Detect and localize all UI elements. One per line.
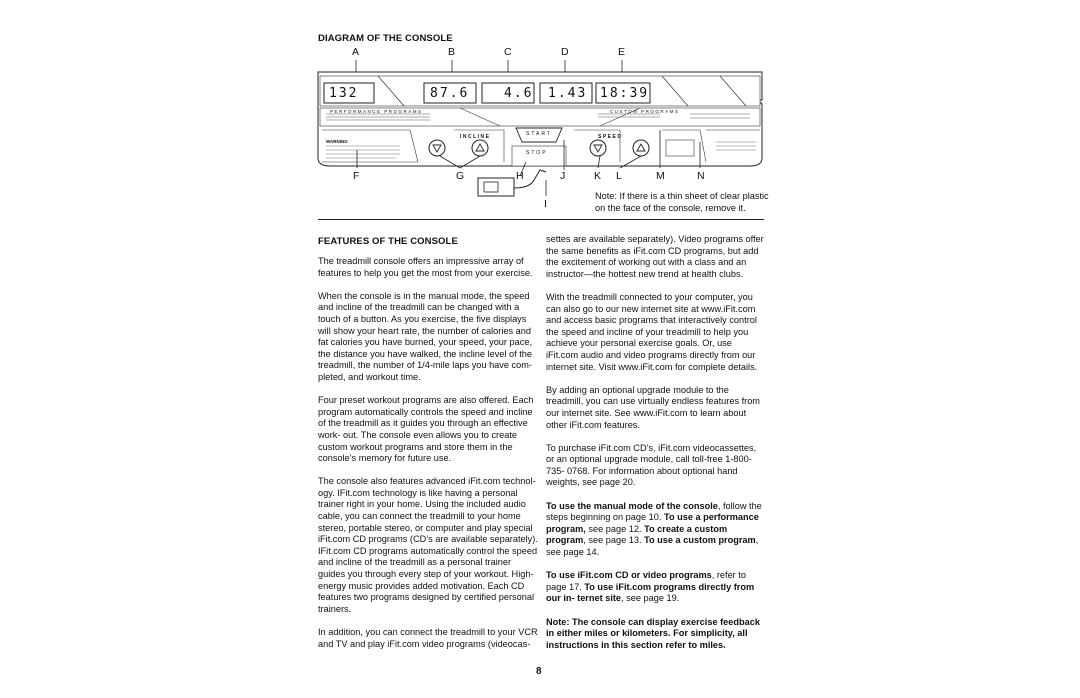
display-speed: 4.6: [504, 86, 534, 101]
instruction-run: To use a custom program: [644, 535, 756, 546]
display-pulse: 132: [329, 86, 359, 101]
speed-label: SPEED: [598, 134, 623, 140]
paragraph: The treadmill console offers an impressive array of features to help you get the most from your exercise.: [318, 256, 533, 278]
paragraph: When the console is in the manual mode, the speed and incline of the treadmill can be changed with a touch of a button. As you exercise, the five displays will show your heart rate, the number of calories and fat calories you have burned, your speed, your pace, the distance you have walked, the incline level of the treadmill, the number of 1/4-mile laps you have com- pleted, and workout time.: [318, 290, 532, 382]
label-a: A: [352, 46, 360, 58]
display-time: 18:39: [600, 86, 650, 101]
paragraph: With the treadmill connected to your computer, you can also go to our new internet site at www.iFit.com and access basic programs that interactively control the speed and incline of your treadmill to help you achieve your personal exercise goals. Or, use iFit.com audio and video programs directly from our internet site. Visit www.iFit.com for complete details.: [546, 291, 758, 372]
instruction-run: , see page 14.: [546, 535, 759, 558]
label-c: C: [504, 46, 512, 58]
paragraph: settes are available separately). Video programs offer the same benefits as iFit.com CD programs, but add the excitement of working out with a class and an instructor—the hottest new trend at health clubs.: [546, 234, 764, 279]
display-distance: 1.43: [548, 86, 588, 101]
warning-label: WARNING: [326, 139, 348, 144]
instruction-run: , see page 19.: [621, 593, 680, 604]
instruction-run: To create a custom program: [546, 523, 728, 546]
label-l: L: [616, 170, 622, 182]
custom-programs-label: CUSTOM PROGRAMS: [610, 109, 680, 114]
display-calories: 87.6: [430, 86, 470, 101]
paragraph: Four preset workout programs are also offered. Each program automatically controls the speed and incline of the treadmill as it guides you through an effective work- out. The console even allows you to create custom workout programs and store them in the console’s memory for future use.: [318, 395, 534, 464]
label-e: E: [618, 46, 626, 58]
start-button[interactable]: START: [526, 131, 552, 137]
label-f: F: [353, 170, 360, 182]
label-j: J: [560, 170, 566, 182]
paragraph: The console also features advanced iFit.com technol- ogy. IFit.com technology is like having a personal trainer right in your home. Using the included audio cable, you can connect the treadmill to your home stereo, portable stereo, or computer and play special iFit.com CD programs (CD’s are available separately). IFit.com CD programs automatically control the speed and incline of the treadmill as a personal trainer guides you through every step of your workout. High-energy music provides added motivation. Each CD features two programs designed by certified personal trainers.: [318, 476, 538, 614]
label-g: G: [456, 170, 465, 182]
plastic-note: Note: If there is a thin sheet of clear plastic on the face of the console, remove it.: [595, 191, 769, 213]
label-k: K: [594, 170, 602, 182]
instruction-run: To use a performance program,: [546, 512, 759, 534]
stop-button[interactable]: STOP: [526, 150, 548, 156]
manual-mode-instructions: [546, 501, 766, 559]
units-note: Note: The console can display exercise feedback in either miles or kilometers. For simplicity, all instructions in this section refer to miles.: [546, 616, 760, 650]
instruction-run: , follow the steps beginning on page 10.: [546, 500, 762, 523]
instruction-run: To use the manual mode of the console: [546, 500, 718, 511]
paragraph: By adding an optional upgrade module to the treadmill, you can use virtually endless features from our internet site. See www.iFit.com to learn about other iFit.com features.: [546, 384, 760, 430]
diagram-heading: DIAGRAM OF THE CONSOLE: [318, 33, 453, 44]
section-divider: [318, 219, 764, 220]
instruction-run: , refer to page 17.: [546, 570, 746, 592]
page-number: 8: [536, 666, 542, 677]
ifit-instructions: [546, 570, 766, 605]
performance-programs-label: PERFORMANCE PROGRAMS: [330, 109, 423, 114]
instruction-run: To use iFit.com programs directly from our in- ternet site: [546, 581, 755, 604]
instruction-run: see page 12.: [585, 523, 645, 534]
label-d: D: [561, 46, 569, 58]
features-left-column: [318, 256, 538, 662]
label-n: N: [697, 170, 705, 182]
label-h: H: [516, 170, 524, 182]
features-right-column: [546, 234, 766, 663]
label-m: M: [656, 170, 665, 182]
instruction-run: To use iFit.com CD or video programs: [546, 570, 712, 581]
label-i: I: [544, 198, 547, 210]
incline-label: INCLINE: [460, 134, 491, 140]
instruction-run: , see page 13.: [583, 535, 645, 546]
features-heading: FEATURES OF THE CONSOLE: [318, 236, 458, 247]
paragraph: To purchase iFit.com CD’s, iFit.com videocassettes, or an optional upgrade module, call toll-free 1-800-735- 0768. For information about optional hand weights, see page 20.: [546, 442, 757, 488]
label-b: B: [448, 46, 456, 58]
paragraph: In addition, you can connect the treadmill to your VCR and TV and play iFit.com video programs (videocas-: [318, 627, 538, 649]
